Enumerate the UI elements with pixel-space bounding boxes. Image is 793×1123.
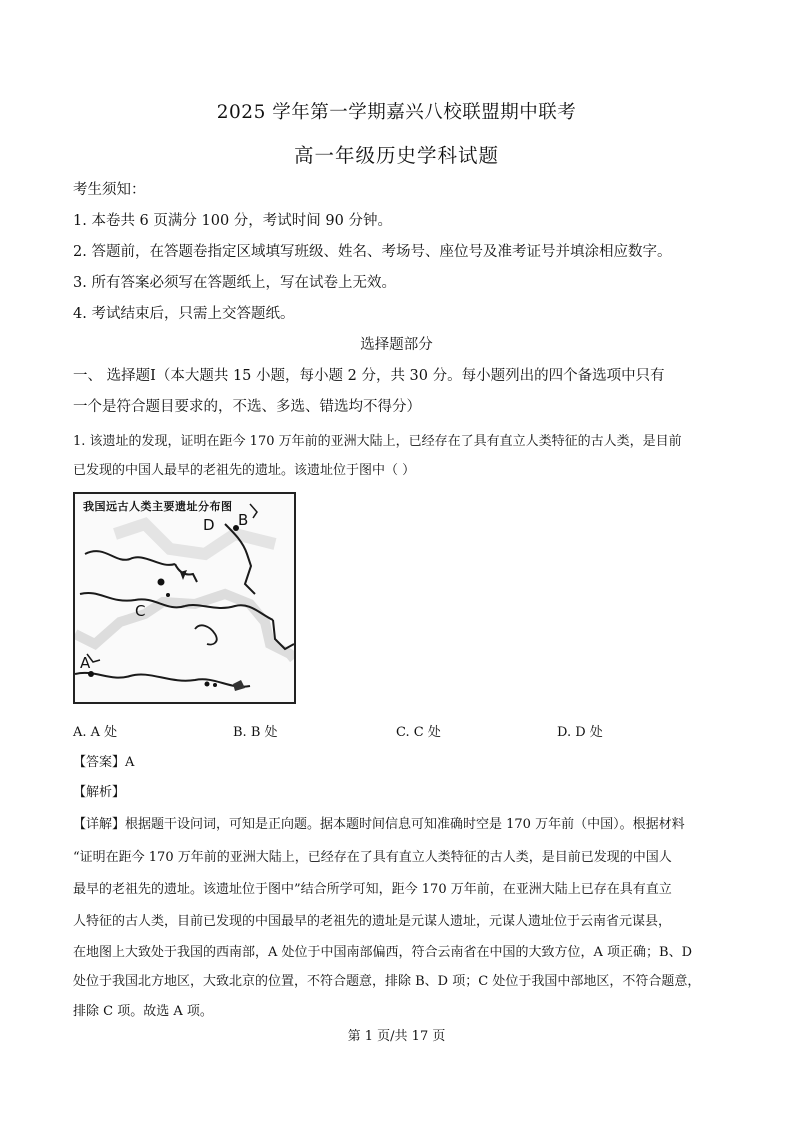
- question-stem-line1: 1. 该遗址的发现，证明在距今 170 万年前的亚洲大陆上，已经存在了具有直立人类特征的古人类，是目前: [73, 434, 682, 449]
- part-instructions-line1: 一、 选择题Ⅰ（本大题共 15 小题，每小题 2 分，共 30 分。每小题列出的四个备选项中只有: [73, 368, 665, 384]
- answer-line: 【答案】A: [73, 755, 135, 770]
- option-b: B. B 处: [233, 725, 278, 740]
- notice-item: 4. 考试结束后，只需上交答题纸。: [73, 306, 295, 322]
- page-footer: 第 1 页/共 17 页: [347, 1029, 446, 1044]
- map-label-c: C: [135, 602, 146, 620]
- notice-heading: 考生须知：: [73, 182, 146, 198]
- notice-item: 2. 答题前，在答题卷指定区域填写班级、姓名、考场号、座位号及准考证号并填涂相应数字。: [73, 244, 672, 260]
- notice-item: 1. 本卷共 6 页满分 100 分，考试时间 90 分钟。: [73, 213, 392, 229]
- analysis-line: 最早的老祖先的遗址。该遗址位于图中”结合所学可知，距今 170 万年前，在亚洲大陆上已存在具有直立: [73, 882, 672, 897]
- section-title: 选择题部分: [360, 337, 433, 353]
- analysis-line: 【详解】根据题干设问词，可知是正向题。据本题时间信息可知准确时空是 170 万年前（中国）。根据材料: [73, 817, 685, 832]
- analysis-line: 排除 C 项。故选 A 项。: [73, 1004, 213, 1019]
- map-label-d: D: [203, 516, 215, 534]
- analysis-line: 人特征的古人类，目前已发现的中国最早的老祖先的遗址是元谋人遗址，元谋人遗址位于云南省元谋县，: [73, 914, 672, 929]
- map-label-b: B: [238, 511, 249, 529]
- map-drawing: [75, 494, 294, 702]
- analysis-line: “证明在距今 170 万年前的亚洲大陆上，已经存在了具有直立人类特征的古人类，是目前已发现的中国人: [73, 850, 672, 865]
- option-d: D. D 处: [557, 725, 603, 740]
- part-instructions-line2: 一个是符合题目要求的，不选、多选、错选均不得分）: [73, 399, 421, 415]
- ancient-sites-map: [73, 492, 296, 704]
- map-label-a: A: [80, 654, 91, 672]
- exam-title: 2025 学年第一学期嘉兴八校联盟期中联考: [216, 102, 577, 123]
- map-title: 我国远古人类主要遗址分布图: [83, 500, 233, 513]
- analysis-line: 处位于我国北方地区，大致北京的位置，不符合题意，排除 B、D 项；C 处位于我国中部地区，不符合题意，: [73, 974, 701, 989]
- analysis-line: 在地图上大致处于我国的西南部，A 处位于中国南部偏西，符合云南省在中国的大致方位，A 项正确；B、D: [73, 945, 693, 960]
- exam-subtitle: 高一年级历史学科试题: [293, 144, 499, 167]
- option-a: A. A 处: [73, 725, 118, 740]
- analysis-heading: 【解析】: [73, 785, 126, 800]
- question-stem-line2: 已发现的中国人最早的老祖先的遗址。该遗址位于图中（ ）: [73, 463, 416, 478]
- notice-item: 3. 所有答案必须写在答题纸上，写在试卷上无效。: [73, 275, 396, 291]
- option-c: C. C 处: [396, 725, 441, 740]
